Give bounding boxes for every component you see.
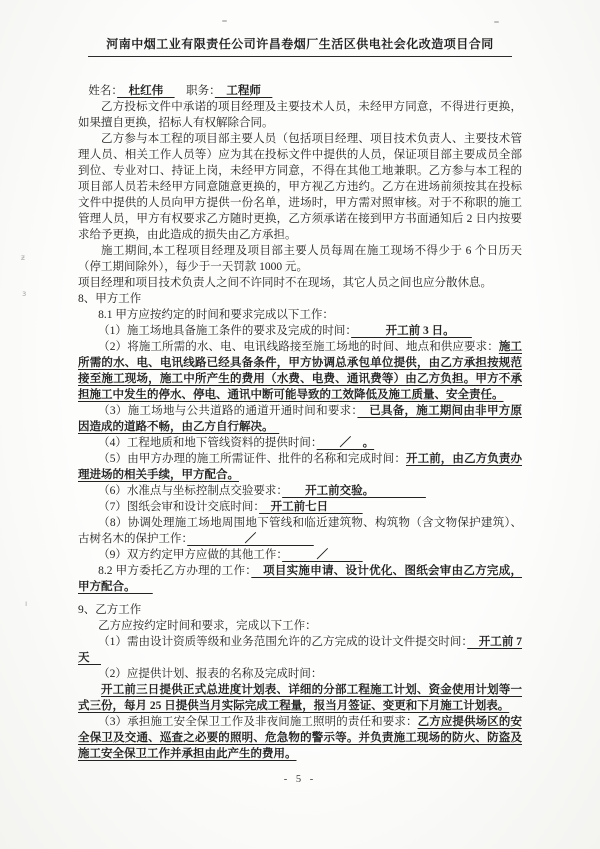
scan-artifact: ᵶ bbox=[21, 253, 25, 262]
text-segment: （2）应提供计划、报表的名称及完成时间： bbox=[98, 668, 323, 680]
paragraph bbox=[78, 618, 522, 634]
filled-field: 开工前七日 bbox=[259, 501, 363, 513]
paragraph bbox=[78, 403, 522, 435]
filled-field: ／ 。 bbox=[316, 437, 375, 449]
filled-field: 开工前交验。 bbox=[282, 485, 426, 497]
text-segment: 乙方投标文件中承诺的项目经理及主要技术人员，未经甲方同意，不得进行更换，如果擅自更换，招标人有权解除合同。 bbox=[78, 101, 522, 129]
scan-artifact bbox=[494, 21, 499, 23]
filled-field: 已具备，施工期间由非甲方原因造成的道路不畅，由乙方自行解决。 bbox=[78, 405, 523, 433]
paragraph bbox=[78, 499, 522, 515]
scan-artifact bbox=[222, 20, 227, 22]
text-segment: （1）需由设计资质等级和业务范围允许的乙方完成的设计文件提交时间： bbox=[98, 636, 468, 648]
paragraph bbox=[78, 451, 522, 483]
document-title: 河南中烟工业有限责任公司许昌卷烟厂生活区供电社会化改造项目合同 bbox=[88, 35, 512, 57]
document-body bbox=[78, 83, 522, 762]
text-segment: （5）由甲方办理的施工所需证件、批件的名称和完成时间： bbox=[98, 453, 406, 465]
text-segment: （8）协调处理施工场地周围地下管线和临近建筑物、构筑物（含文物保护建筑）、古树名木的保护工作： bbox=[78, 517, 522, 545]
text-segment: 乙方应按约定时间和要求，完成以下工作： bbox=[98, 620, 317, 632]
filled-field: ／ bbox=[187, 533, 314, 545]
text-segment: 项目经理和项目技术负责人之间不许同时不在现场，其它人员之间也应分散休息。 bbox=[78, 277, 492, 289]
paragraph bbox=[78, 682, 522, 714]
scan-artifact: ɜ bbox=[22, 289, 27, 298]
filled-field: 项目实施申请、设计优化、图纸会审由乙方完成，甲方配合。 bbox=[78, 565, 523, 593]
text-segment: 施工期间,本工程项目经理及项目部主要人员每周在施工现场不得少于 6 个日历天（停工期间除外），每少于一天罚款 1000 元。 bbox=[78, 245, 522, 273]
paragraph bbox=[78, 99, 522, 131]
paragraph bbox=[78, 547, 522, 563]
paragraph bbox=[78, 243, 522, 275]
paragraph bbox=[78, 339, 522, 403]
filled-field: 开工前 7 天 bbox=[78, 636, 523, 664]
filled-field: 工程师 bbox=[214, 85, 273, 97]
paragraph bbox=[78, 435, 522, 451]
paragraph bbox=[78, 563, 522, 595]
paragraph bbox=[78, 83, 522, 99]
text-segment: （3）施工场地与公共道路的通道开通时间和要求： bbox=[98, 405, 358, 417]
filled-field: 乙方应提供场区的安全保卫及交通、巡查之必要的照明、危急物的警示等。并负责施工现场的防火、防盗及施工安全保卫工作并承担由此产生的费用。 bbox=[78, 716, 523, 760]
paragraph bbox=[78, 666, 522, 682]
paragraph bbox=[78, 131, 522, 243]
text-segment: （1）施工场地具备施工条件的要求及完成的时间： bbox=[98, 325, 352, 337]
paragraph bbox=[78, 483, 522, 499]
text-segment: 9、乙方工作 bbox=[78, 604, 142, 616]
text-segment: 乙方参与本工程的项目部主要人员（包括项目经理、项目技术负责人、主要技术管理人员、相关工作人员等）应为其在投标文件中提供的人员，保证项目部主要成员全部到位、专业对口、持证上岗，未经甲方同意，不得在其他工地兼职。乙方参与本工程的项目部人员若未经甲方同意随意更换的，甲方视乙方违约。乙方在进场前须按其在投标文件中提供的人员向甲方提供一份名单，进场时，甲方需对照审核。对于不称职的施工管理人员，甲方有权要求乙方随时更换，乙方须承诺在接到甲方书面通知后 2 日内按要求给予更换，由此造成的损失由乙方承担。 bbox=[78, 133, 522, 241]
text-segment: 8.1 甲方应按约定的时间和要求完成以下工作： bbox=[98, 309, 334, 321]
page-number: - 5 - bbox=[283, 774, 317, 785]
text-segment: （7）图纸会审和设计交底时间： bbox=[98, 501, 260, 513]
text-segment: 8、甲方工作 bbox=[78, 293, 142, 305]
text-segment: （2）将施工所需的水、电、电讯线路接至施工场地的时间、地点和供应要求： bbox=[98, 341, 499, 353]
scan-artifact: ı bbox=[25, 599, 28, 608]
text-segment: （9）双方约定甲方应做的其他工作： bbox=[98, 549, 283, 561]
paragraph bbox=[78, 307, 522, 323]
text-segment: （6）水准点与坐标控制点交验要求： bbox=[98, 485, 283, 497]
text-segment: （4）工程地质和地下管线资料的提供时间： bbox=[98, 437, 317, 449]
filled-field: ／ bbox=[282, 549, 363, 561]
paragraph bbox=[78, 634, 522, 666]
text-segment: 8.2 甲方委托乙方办理的工作： bbox=[98, 565, 252, 577]
paragraph bbox=[78, 515, 522, 547]
filled-field: 开工前三日提供正式总进度计划表、详细的分部工程施工计划、资金使用计划等一式三份，每月 25 日提供当月实际完成工程量，报当月签证、变更和下月施工计划表。 bbox=[78, 684, 522, 712]
paragraph bbox=[78, 602, 522, 618]
filled-field: 开工前，由乙方负责办理进场的相关手续，甲方配合。 bbox=[78, 453, 522, 481]
filled-field: 杜红伟 bbox=[117, 85, 175, 97]
text-segment: 职务： bbox=[174, 85, 215, 97]
paragraph bbox=[78, 275, 522, 291]
text-segment: 姓名： bbox=[88, 85, 118, 97]
paragraph bbox=[78, 323, 522, 339]
filled-field: 施工所需的水、电、电讯线路已经具备条件，甲方协调总承包单位提供，由乙方承担按规范接至施工现场，施工中所产生的费用（水费、电费、通讯费等）由乙方负担。甲方不承担施工中发生的停水、停电、通讯中断可能导致的工效降低及施工质量、安全责任。 bbox=[78, 341, 523, 401]
text-segment: （3）承担施工安全保卫工作及非夜间施工照明的责任和要求： bbox=[98, 716, 418, 728]
filled-field: 开工前 3 日。 bbox=[351, 325, 472, 337]
paragraph bbox=[78, 291, 522, 307]
paragraph bbox=[78, 714, 522, 762]
